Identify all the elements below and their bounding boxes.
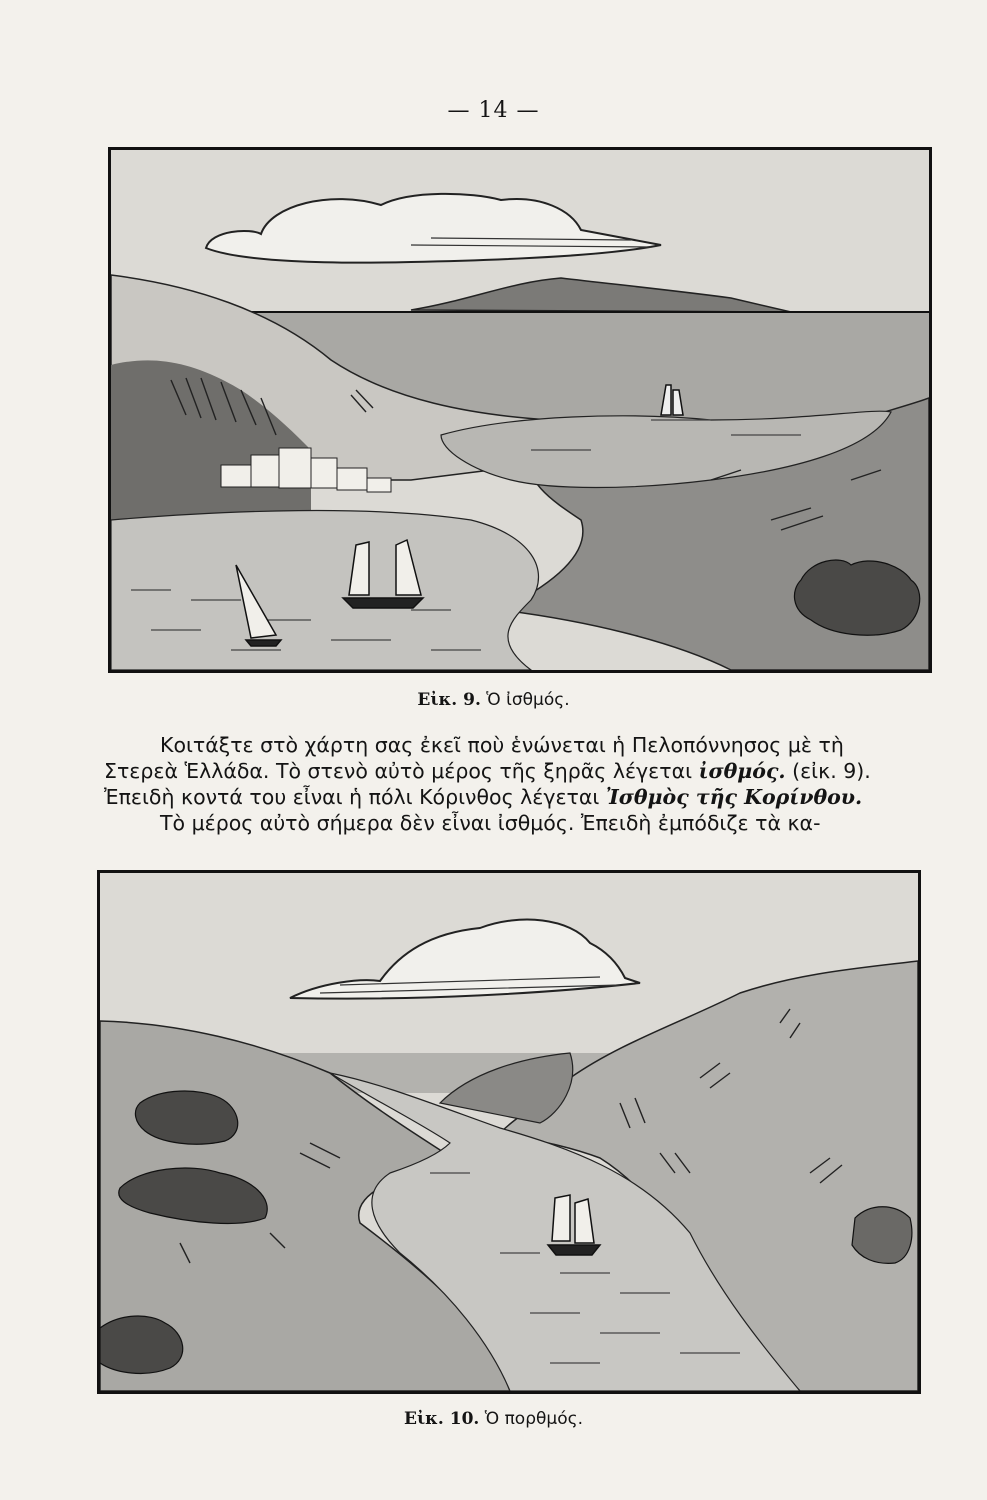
body-paragraph — [104, 732, 924, 836]
caption-label: Εἰκ. 9. — [417, 690, 481, 710]
text-line — [104, 758, 924, 784]
term-isthmus-of-corinth: Ἰσθμὸς τῆς Κορίνθου. — [605, 785, 863, 809]
text-segment: Ἐπειδὴ κοντά του εἶναι ἡ πόλι Κόρινθος λέγεται — [104, 785, 606, 809]
figure-caption — [0, 690, 987, 710]
caption-text: Ὁ ἰσθμός. — [486, 690, 570, 710]
text-line — [104, 784, 924, 810]
text-line: Τὸ μέρος αὐτὸ σήμερα δὲν εἶναι ἰσθμός. Ἐπειδὴ ἐμπόδιζε τὰ κα- — [160, 811, 821, 835]
harbor-water — [111, 511, 539, 670]
page-number: — 14 — — [447, 98, 540, 123]
isthmus-drawing — [111, 150, 929, 670]
rocks-right — [852, 1207, 912, 1264]
caption-text: Ὁ πορθμός. — [484, 1409, 583, 1429]
text-segment: (εἰκ. 9). — [785, 759, 871, 783]
figure-strait-illustration — [97, 870, 921, 1394]
figure-isthmus-illustration — [108, 147, 932, 673]
strait-drawing — [100, 873, 918, 1391]
text-line: Κοιτάξτε στὸ χάρτη σας ἐκεῖ ποὺ ἑνώνεται ἡ Πελοπόννησος μὲ τὴ — [160, 733, 844, 757]
caption-label: Εἰκ. 10. — [404, 1409, 480, 1429]
figure-caption — [0, 1409, 987, 1429]
text-segment: Στερεὰ Ἑλλάδα. Τὸ στενὸ αὐτὸ μέρος τῆς ξηρᾶς λέγεται — [104, 759, 699, 783]
term-isthmus: ἰσθμός. — [698, 759, 786, 783]
